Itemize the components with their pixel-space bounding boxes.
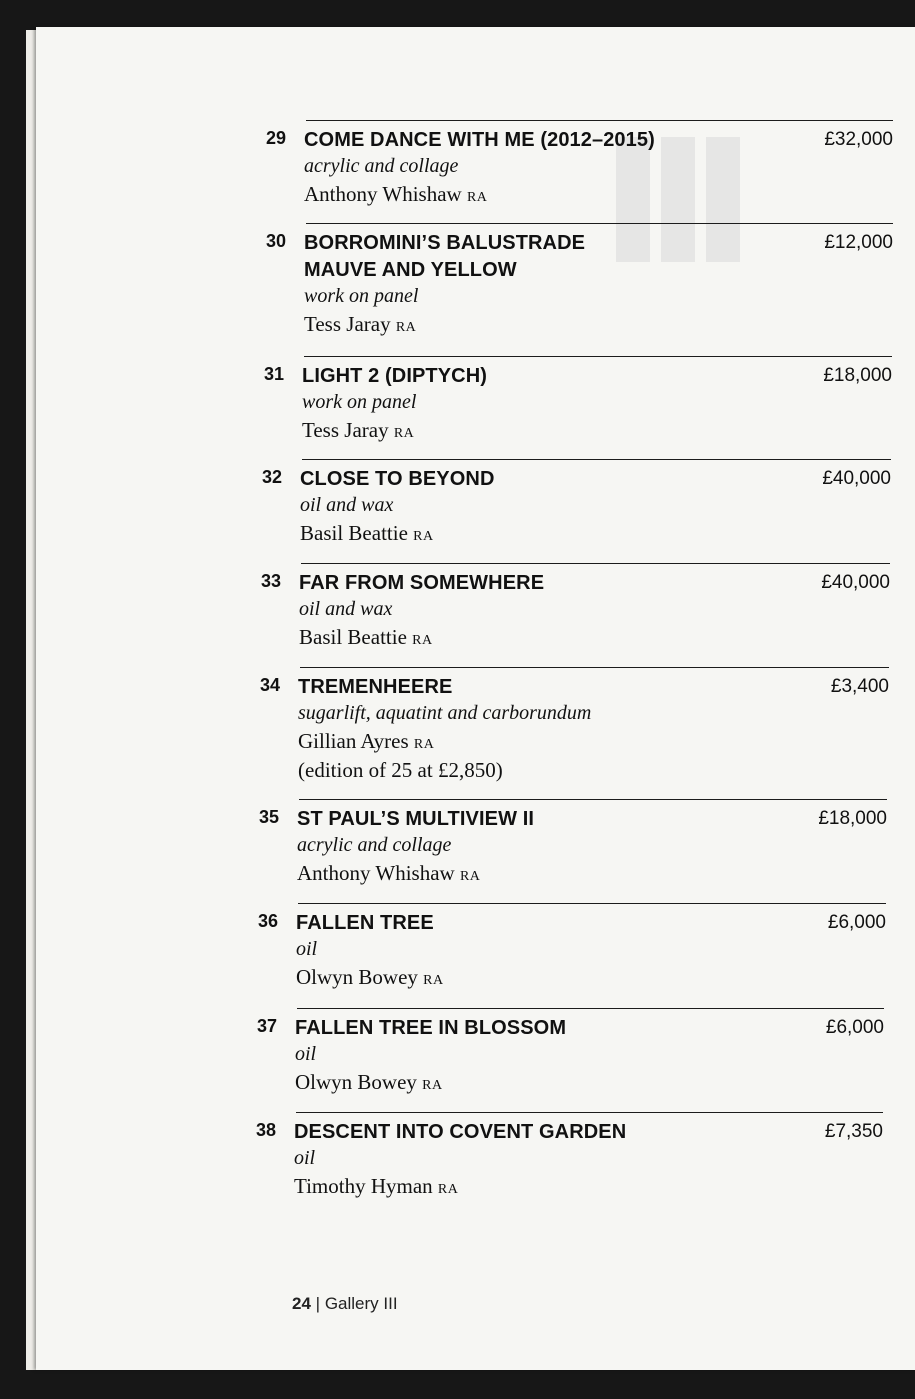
artist-name: Olwyn Bowey <box>295 1070 417 1094</box>
entry-title <box>300 466 495 493</box>
page-footer <box>292 1294 398 1314</box>
entry-title <box>296 910 434 937</box>
artist-suffix: RA <box>413 529 434 544</box>
entry-divider <box>297 1008 884 1009</box>
artist-suffix: RA <box>423 973 444 988</box>
entry-title-line: CLOSE TO BEYOND <box>300 468 495 490</box>
entry-title-line: MAUVE AND YELLOW <box>304 259 517 281</box>
artist-suffix: RA <box>422 1078 443 1093</box>
entry-title-line: FALLEN TREE IN BLOSSOM <box>295 1017 567 1039</box>
artist-name: Anthony Whishaw <box>304 182 462 206</box>
entry-divider <box>302 459 891 460</box>
page-number: 24 <box>292 1294 311 1313</box>
entry-medium: oil <box>294 1147 316 1169</box>
entry-title-line: BORROMINI’S BALUSTRADE <box>304 232 586 254</box>
artist-name: Gillian Ayres <box>298 729 409 753</box>
artist-name: Basil Beattie <box>300 521 408 545</box>
entry-number: 32 <box>261 467 282 487</box>
entry-price: £32,000 <box>824 129 893 150</box>
artist-name: Tess Jaray <box>304 312 391 336</box>
artist-suffix: RA <box>393 426 415 441</box>
entry-price: £18,000 <box>818 808 887 829</box>
entry-medium: acrylic and collage <box>304 155 459 177</box>
artist-suffix: RA <box>412 633 433 648</box>
entry-artist <box>297 861 480 886</box>
entry-number: 30 <box>265 231 286 251</box>
entry-title <box>299 570 544 597</box>
entry-price: £18,000 <box>823 365 892 386</box>
footer-separator: | <box>315 1294 321 1313</box>
entry-title <box>304 127 655 154</box>
entry-medium: acrylic and collage <box>297 834 452 856</box>
entry-artist <box>304 312 416 337</box>
entry-divider <box>298 903 886 904</box>
entry-price: £3,400 <box>830 676 889 697</box>
entry-title <box>298 674 452 701</box>
entry-artist <box>294 1174 458 1199</box>
entry-number: 35 <box>258 807 279 827</box>
entry-artist <box>295 1070 443 1095</box>
entry-price: £40,000 <box>821 572 890 593</box>
entry-title-line: COME DANCE WITH ME (2012–2015) <box>304 129 655 151</box>
entry-artist <box>299 625 433 650</box>
entry-title-line: LIGHT 2 (DIPTYCH) <box>302 365 488 387</box>
entry-title-line: FALLEN TREE <box>296 912 434 934</box>
entry-title <box>297 806 534 833</box>
entry-title-line: ST PAUL’S MULTIVIEW II <box>297 808 535 830</box>
entry-artist <box>304 182 487 207</box>
entry-title <box>295 1015 566 1042</box>
entry-divider <box>296 1112 883 1113</box>
entry-divider <box>299 799 887 800</box>
entry-number: 29 <box>265 128 286 148</box>
entry-medium: oil and wax <box>300 494 394 516</box>
entry-artist <box>300 521 434 546</box>
entry-divider <box>306 223 893 224</box>
entry-price: £7,350 <box>824 1121 883 1142</box>
entry-medium: oil <box>296 938 318 960</box>
entry-divider <box>304 356 892 357</box>
artist-name: Tess Jaray <box>302 418 389 442</box>
show-through-block <box>616 137 650 262</box>
entry-divider <box>306 120 893 121</box>
artist-suffix: RA <box>437 1182 459 1197</box>
entry-number: 38 <box>255 1120 276 1140</box>
artist-name: Anthony Whishaw <box>297 861 455 885</box>
entry-title-line: TREMENHEERE <box>298 676 453 698</box>
entry-number: 37 <box>256 1016 277 1036</box>
entry-title-line: DESCENT INTO COVENT GARDEN <box>294 1121 627 1143</box>
entry-medium: work on panel <box>302 391 417 413</box>
entry-number: 34 <box>259 675 280 695</box>
entry-price: £40,000 <box>822 468 891 489</box>
entry-medium: sugarlift, aquatint and carborundum <box>298 702 592 724</box>
entry-number: 33 <box>260 571 281 591</box>
artist-suffix: RA <box>459 869 481 884</box>
entry-edition: (edition of 25 at £2,850) <box>298 758 503 782</box>
show-through-block <box>661 137 695 262</box>
entry-price: £6,000 <box>825 1017 884 1038</box>
entry-artist <box>296 965 444 990</box>
entry-medium: oil <box>295 1043 317 1065</box>
artist-suffix: RA <box>413 737 435 752</box>
entry-divider <box>300 667 889 668</box>
entry-title <box>294 1119 626 1146</box>
entry-artist <box>298 729 434 754</box>
entry-divider <box>301 563 890 564</box>
catalogue-page <box>36 27 915 1370</box>
section-name: Gallery III <box>324 1294 398 1313</box>
entry-price: £12,000 <box>824 232 893 253</box>
entry-medium: work on panel <box>304 285 419 307</box>
artist-name: Basil Beattie <box>299 625 407 649</box>
entry-artist <box>302 418 414 443</box>
entry-number: 36 <box>257 911 278 931</box>
entry-number: 31 <box>263 364 284 384</box>
artist-name: Olwyn Bowey <box>296 965 418 989</box>
entry-medium: oil and wax <box>299 598 393 620</box>
artist-suffix: RA <box>395 320 417 335</box>
artist-suffix: RA <box>466 190 488 205</box>
entry-price: £6,000 <box>827 912 886 933</box>
entry-title-line: FAR FROM SOMEWHERE <box>299 572 545 594</box>
artist-name: Timothy Hyman <box>294 1174 433 1198</box>
entry-title <box>302 363 487 390</box>
show-through-block <box>706 137 740 262</box>
entry-title <box>304 230 585 284</box>
